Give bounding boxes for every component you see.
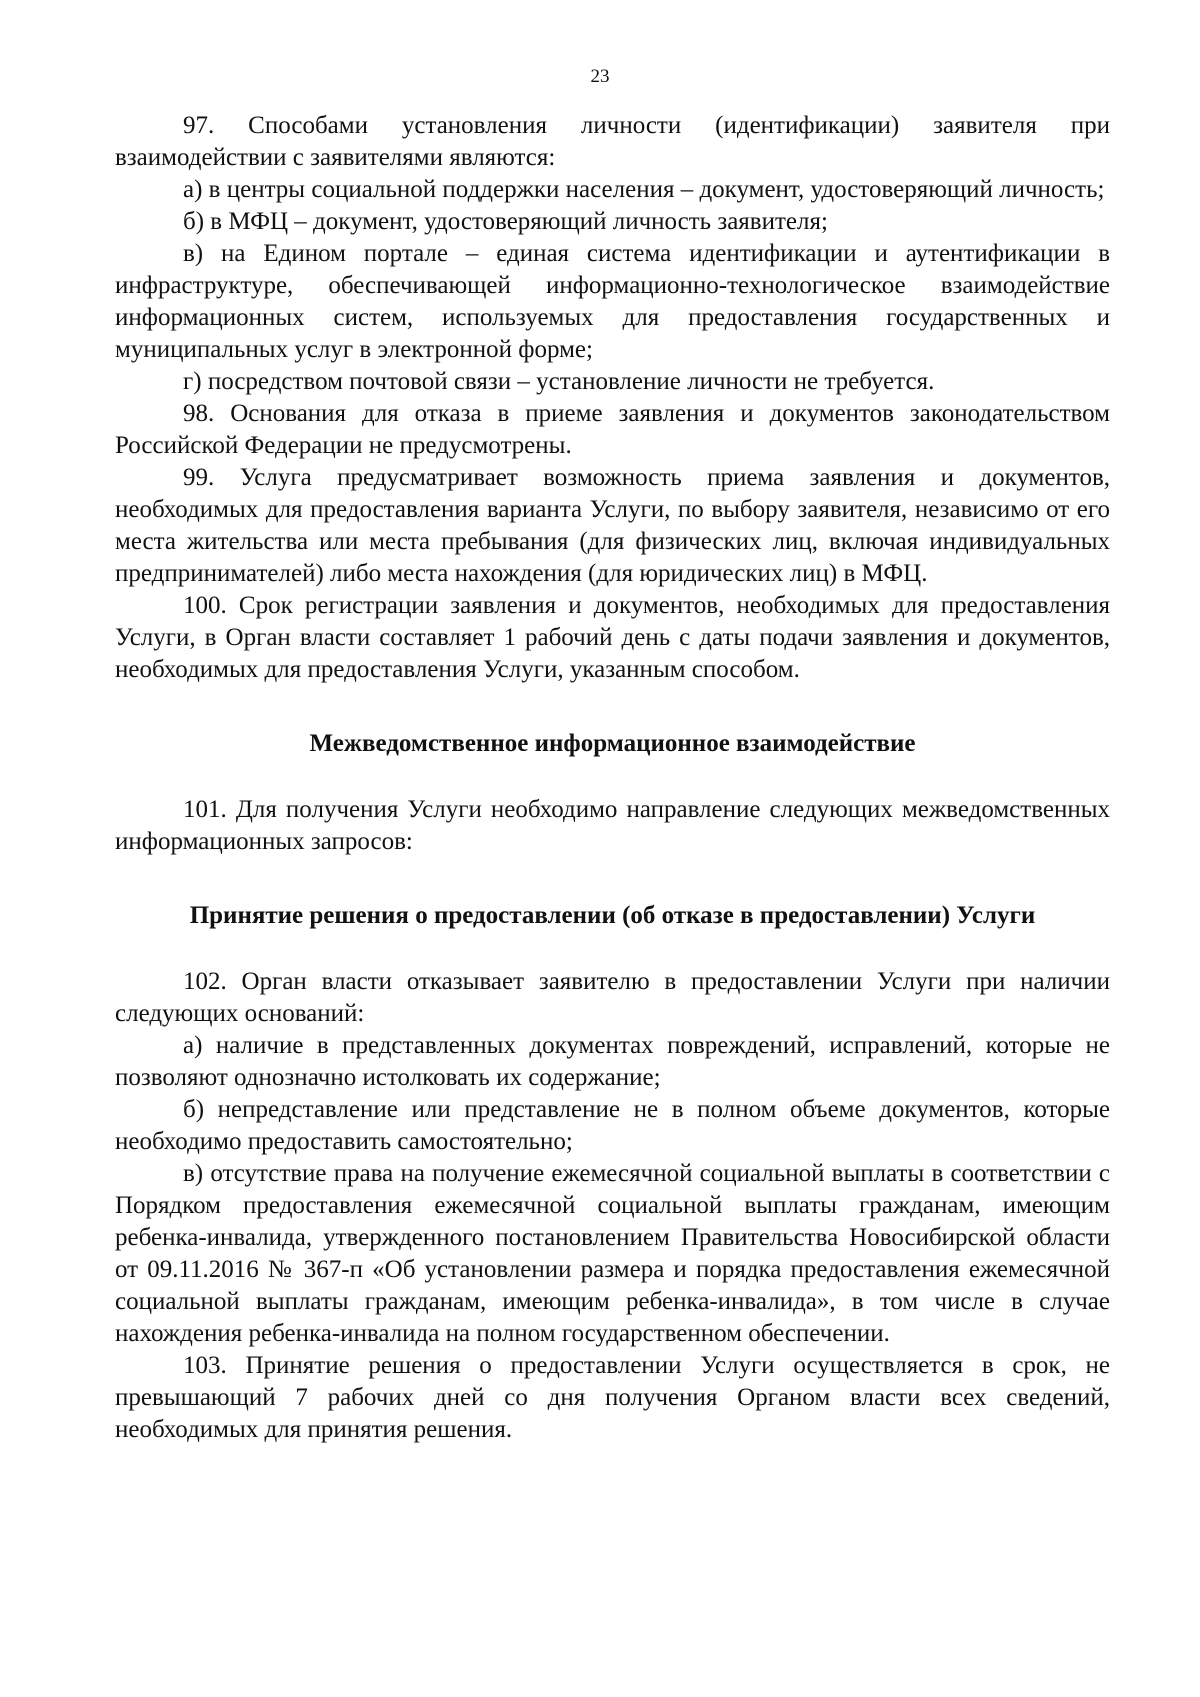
paragraph-101: 101. Для получения Услуги необходимо направление следующих межведомственных информационных запросов: bbox=[115, 796, 1110, 855]
page-number: 23 bbox=[590, 66, 610, 87]
paragraph-97-a: а) в центры социальной поддержки населения – документ, удостоверяющий личность; bbox=[183, 176, 1105, 203]
paragraph-102-c: в) отсутствие права на получение ежемесячной социальной выплаты в соответствии с Порядком предоставления ежемесячной социальной выплаты гражданам, имеющим ребенка-инвалида, утвержденного постановлением Правительства Новосибирской области от 09.11.2016 № 367-п «Об установлении размера и порядка предоставления ежемесячной социальной выплаты гражданам, имеющим ребенка-инвалида», в том числе в случае нахождения ребенка-инвалида на полном государственном обеспечении. bbox=[115, 1160, 1110, 1347]
paragraph-102: 102. Орган власти отказывает заявителю в предоставлении Услуги при наличии следующих оснований: bbox=[115, 968, 1110, 1027]
paragraph-97-d: г) посредством почтовой связи – установление личности не требуется. bbox=[183, 368, 935, 395]
paragraph-99: 99. Услуга предусматривает возможность приема заявления и документов, необходимых для предоставления варианта Услуги, по выбору заявителя, независимо от его места жительства или места пребывания (для физических лиц, включая индивидуальных предпринимателей) либо места нахождения (для юридических лиц) в МФЦ. bbox=[115, 464, 1110, 587]
paragraph-103: 103. Принятие решения о предоставлении Услуги осуществляется в срок, не превышающий 7 рабочих дней со дня получения Органом власти всех сведений, необходимых для принятия решения. bbox=[115, 1352, 1110, 1443]
paragraph-97: 97. Способами установления личности (идентификации) заявителя при взаимодействии с заявителями являются: bbox=[115, 112, 1110, 171]
paragraph-97-b: б) в МФЦ – документ, удостоверяющий личность заявителя; bbox=[183, 208, 828, 235]
paragraph-102-b: б) непредставление или представление не в полном объеме документов, которые необходимо предоставить самостоятельно; bbox=[115, 1096, 1110, 1155]
document-body bbox=[115, 110, 1110, 1446]
paragraph-98: 98. Основания для отказа в приеме заявления и документов законодательством Российской Федерации не предусмотрены. bbox=[115, 400, 1110, 459]
paragraph-100: 100. Срок регистрации заявления и документов, необходимых для предоставления Услуги, в Орган власти составляет 1 рабочий день с даты подачи заявления и документов, необходимых для предоставления Услуги, указанным способом. bbox=[115, 592, 1110, 683]
section-heading-interagency: Межведомственное информационное взаимодействие bbox=[309, 730, 916, 757]
paragraph-102-a: а) наличие в представленных документах повреждений, исправлений, которые не позволяют однозначно истолковать их содержание; bbox=[115, 1032, 1110, 1091]
paragraph-97-c: в) на Едином портале – единая система идентификации и аутентификации в инфраструктуре, обеспечивающей информационно-технологическое взаимодействие информационных систем, используемых для предоставления государственных и муниципальных услуг в электронной форме; bbox=[115, 240, 1110, 363]
section-heading-decision: Принятие решения о предоставлении (об отказе в предоставлении) Услуги bbox=[189, 902, 1036, 929]
